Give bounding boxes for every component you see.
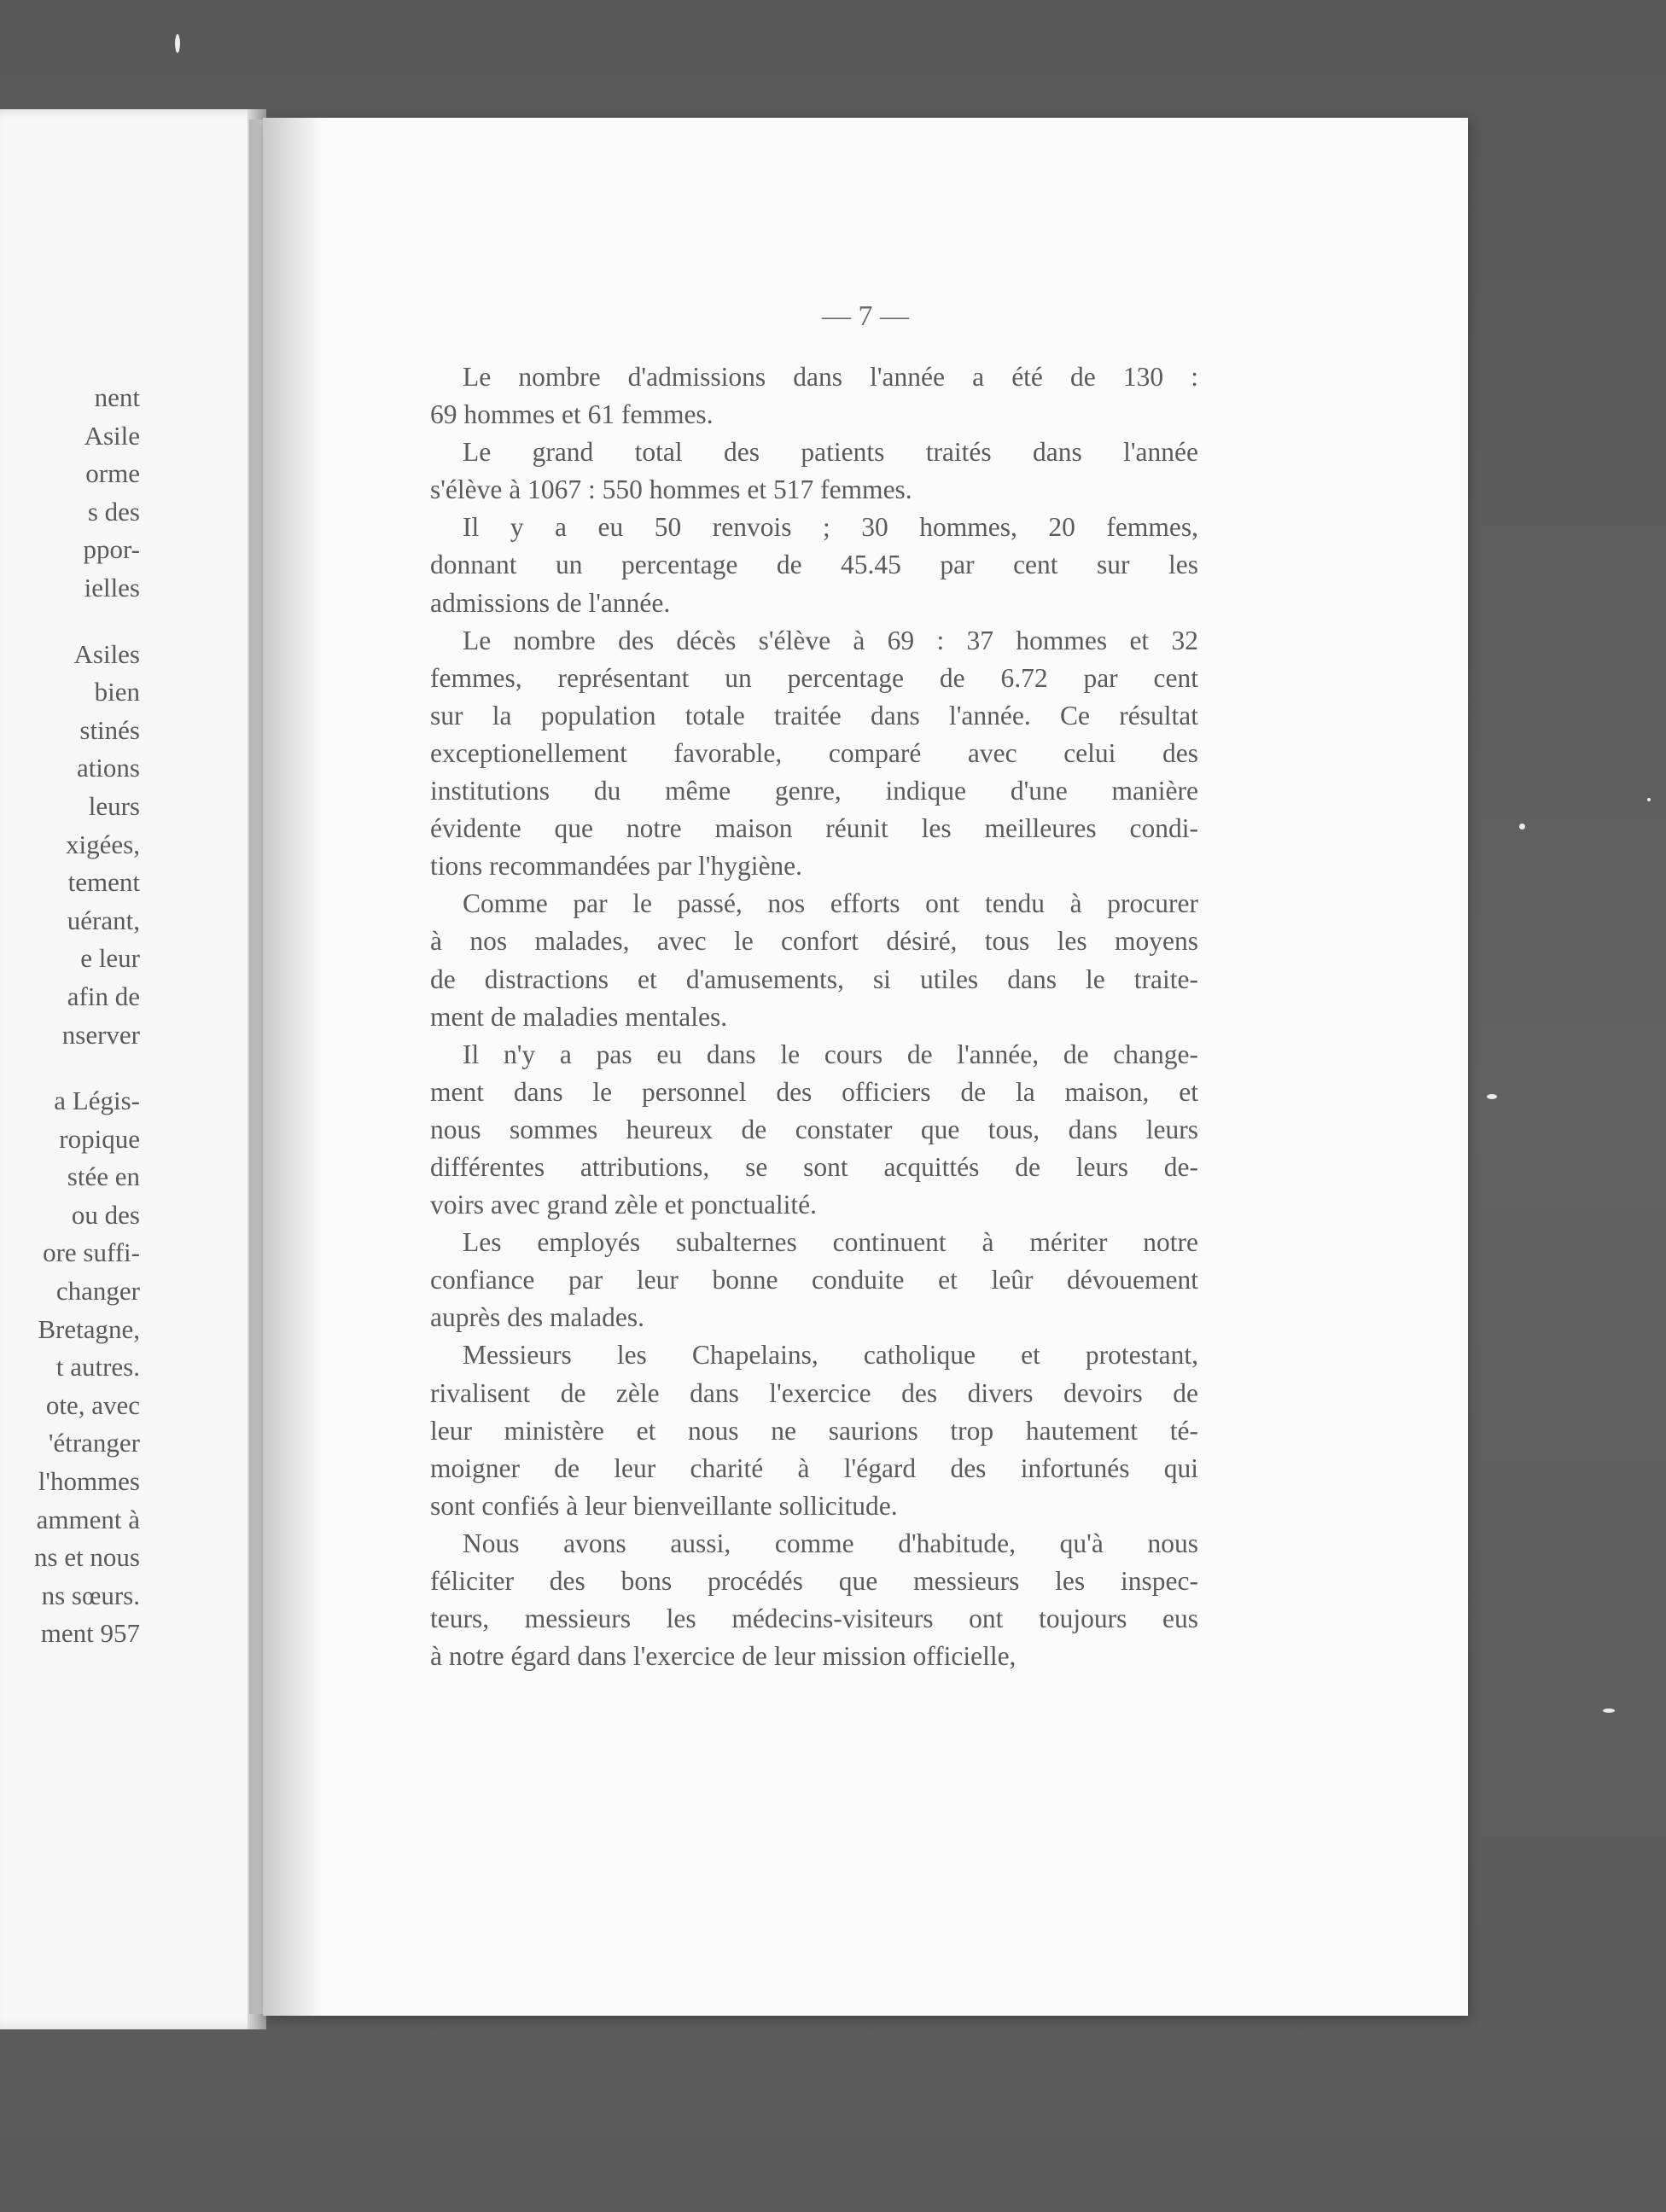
left-page-line: leurs: [88, 790, 140, 821]
left-page-line: Bretagne,: [38, 1313, 140, 1344]
left-page-line: 'étranger: [48, 1428, 140, 1458]
left-page-line: nent: [94, 382, 140, 412]
text-line: leur ministère et nous ne saurions trop hautement té-: [430, 1415, 1198, 1446]
text-line: de distractions et d'amusements, si utiles dans le traite-: [430, 963, 1198, 994]
dust-speck: [1603, 1708, 1615, 1713]
left-page-line: t autres.: [55, 1352, 140, 1382]
text-line: s'élève à 1067 : 550 hommes et 517 femmes.: [430, 474, 912, 505]
paragraph: [430, 1525, 1198, 1675]
left-page-line: ations: [76, 753, 140, 783]
line-gap: [0, 1054, 140, 1082]
left-page-line: ropique: [59, 1123, 140, 1154]
left-page-line: afin de: [67, 981, 140, 1011]
paragraph: [430, 1036, 1198, 1224]
text-line: Messieurs les Chapelains, catholique et protestant,: [463, 1340, 1198, 1371]
left-page-line: ore suffi-: [43, 1237, 140, 1268]
paragraph: [430, 622, 1198, 886]
paragraph: [430, 358, 1198, 434]
text-line: institutions du même genre, indique d'une manière: [430, 776, 1198, 806]
left-page-line: l'hommes: [38, 1466, 140, 1497]
left-page-line: changer: [55, 1276, 140, 1307]
text-line: Comme par le passé, nos efforts ont tendu à procurer: [463, 888, 1198, 919]
left-page-line: ote, avec: [45, 1389, 140, 1420]
text-line: ment dans le personnel des officiers de la maison, et: [430, 1076, 1198, 1107]
text-line: Il n'y a pas eu dans le cours de l'année, de change-: [463, 1039, 1198, 1069]
text-line: sur la population totale traitée dans l'année. Ce résultat: [430, 700, 1198, 731]
text-line: à nos malades, avec le confort désiré, tous les moyens: [430, 926, 1198, 957]
text-line: féliciter des bons procédés que messieurs les inspec-: [430, 1566, 1198, 1596]
text-line: à notre égard dans l'exercice de leur mission officielle,: [430, 1641, 1016, 1672]
left-page-line: tement: [67, 867, 140, 898]
left-page-line: orme: [85, 458, 140, 489]
paragraph: [430, 1224, 1198, 1336]
text-line: exceptionellement favorable, comparé avec celui des: [430, 737, 1198, 768]
text-line: Nous avons aussi, comme d'habitude, qu'à nous: [463, 1528, 1198, 1558]
left-page-line: stinés: [79, 714, 140, 745]
left-page-line: e leur: [80, 943, 140, 974]
left-page-line: nserver: [61, 1019, 140, 1050]
text-line: femmes, représentant un percentage de 6.72 par cent: [430, 662, 1198, 693]
dust-speck: [1519, 824, 1525, 830]
left-page-line: xigées,: [66, 829, 140, 859]
page-edge-shadow: [263, 118, 323, 2016]
text-line: auprès des malades.: [430, 1302, 645, 1333]
dust-speck: [1647, 798, 1651, 801]
main-page: [263, 118, 1468, 2016]
page-number: — 7 —: [822, 300, 909, 332]
left-page-line: stée en: [67, 1161, 140, 1192]
left-page-line: ns et nous: [34, 1542, 140, 1573]
left-page-line: a Légis-: [54, 1086, 140, 1116]
text-line: Le nombre des décès s'élève à 69 : 37 hommes et 32: [463, 625, 1198, 655]
left-page-line: ppor-: [83, 534, 140, 565]
left-page-text: [0, 379, 140, 1653]
paragraph: [430, 434, 1198, 509]
left-facing-page: [0, 109, 266, 2029]
left-page-line: uérant,: [67, 905, 140, 935]
left-page-line: Asile: [84, 420, 140, 451]
text-line: 69 hommes et 61 femmes.: [430, 399, 714, 430]
text-line: sont confiés à leur bienveillante sollicitude.: [430, 1490, 898, 1521]
left-page-line: s des: [87, 496, 140, 527]
left-page-line: ielles: [84, 572, 140, 602]
left-page-line: amment à: [36, 1504, 140, 1534]
text-line: admissions de l'année.: [430, 587, 671, 618]
text-line: Le nombre d'admissions dans l'année a été de 130 :: [463, 362, 1198, 392]
dust-speck: [1487, 1094, 1497, 1099]
dust-speck: [175, 34, 180, 53]
text-line: Le grand total des patients traités dans l'année: [463, 437, 1198, 468]
left-page-line: Asiles: [73, 638, 140, 669]
left-page-line: ns sœurs.: [41, 1580, 140, 1610]
text-line: ment de maladies mentales.: [430, 1001, 728, 1032]
paragraph: [430, 509, 1198, 621]
text-line: nous sommes heureux de constater que tous, dans leurs: [430, 1114, 1198, 1144]
text-line: voirs avec grand zèle et ponctualité.: [430, 1190, 818, 1220]
left-page-line: bien: [94, 677, 140, 707]
paragraph: [430, 885, 1198, 1035]
text-line: évidente que notre maison réunit les meilleures condi-: [430, 813, 1198, 844]
line-gap: [0, 608, 140, 636]
text-line: donnant un percentage de 45.45 par cent sur les: [430, 550, 1198, 580]
text-line: moigner de leur charité à l'égard des infortunés qui: [430, 1452, 1198, 1483]
text-line: rivalisent de zèle dans l'exercice des divers devoirs de: [430, 1377, 1198, 1408]
text-line: teurs, messieurs les médecins-visiteurs ont toujours eus: [430, 1604, 1198, 1634]
left-page-line: ou des: [71, 1199, 140, 1230]
left-page-line: ment 957: [40, 1618, 140, 1649]
text-line: Les employés subalternes continuent à mériter notre: [463, 1227, 1198, 1258]
text-line: différentes attributions, se sont acquittés de leurs de-: [430, 1151, 1198, 1182]
paragraph: [430, 1336, 1198, 1524]
text-line: confiance par leur bonne conduite et leûr dévouement: [430, 1265, 1198, 1295]
page-body-text: [430, 358, 1198, 1675]
text-line: tions recommandées par l'hygiène.: [430, 851, 803, 882]
text-line: Il y a eu 50 renvois ; 30 hommes, 20 femmes,: [463, 512, 1198, 543]
